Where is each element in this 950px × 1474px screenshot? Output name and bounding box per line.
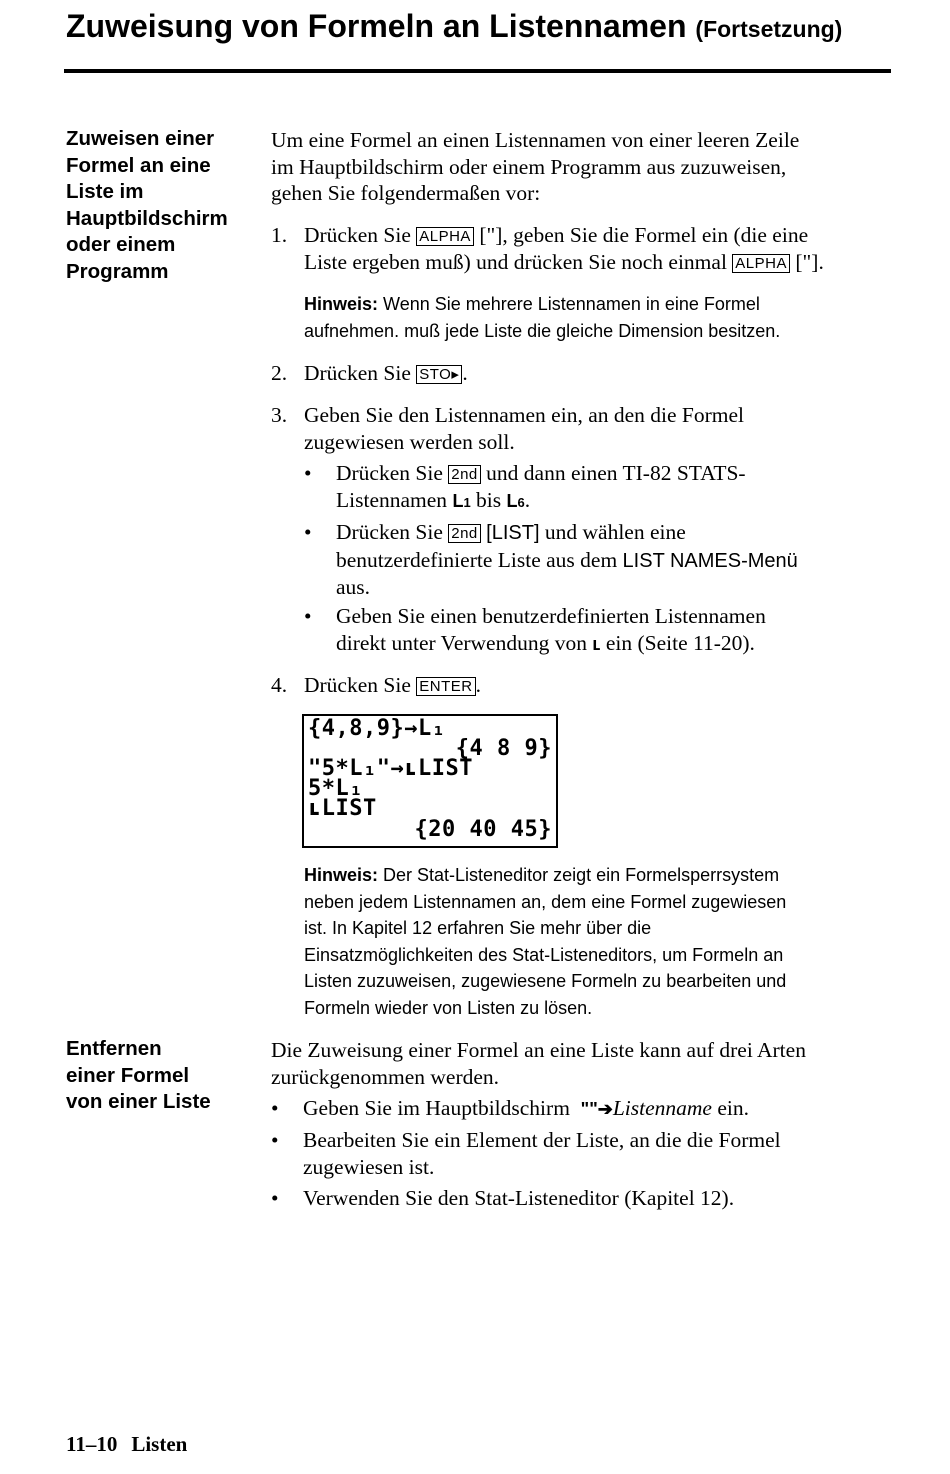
bullet-text: Bearbeiten Sie ein Element der Liste, an die die Formel (303, 1128, 781, 1152)
bullet-text: Verwenden Sie den Stat-Listeneditor (Kapitel 12). (303, 1186, 735, 1210)
bullet-text: Listennamen (336, 487, 448, 512)
bullet-dot: • (271, 1096, 279, 1120)
step-number: 4. (271, 673, 288, 697)
alpha-key: ALPHA (416, 227, 474, 246)
step3-bullet-3 (304, 603, 864, 657)
list-letter: L (452, 490, 464, 511)
bullet-text: und wählen eine (544, 520, 686, 544)
note-text: Wenn Sie mehrere Listennamen in eine Formel (383, 294, 760, 314)
page-footer (66, 1432, 187, 1457)
page-number: 11–10 (66, 1432, 118, 1456)
screen-line: {20 40 45} (414, 817, 552, 842)
heading-line: Hauptbildschirm (66, 206, 228, 230)
chapter-name: Listen (131, 1432, 188, 1456)
enter-key: ENTER (416, 677, 475, 696)
list-name-l1 (452, 491, 470, 511)
note-text: Einsatzmöglichkeiten des Stat-Listeneditors, um Formeln an (304, 944, 784, 965)
list-index: 6 (517, 494, 525, 510)
step-1 (271, 222, 891, 275)
heading-line: Entfernen (66, 1037, 162, 1060)
page-title (66, 8, 842, 45)
bullet-dot: • (304, 461, 312, 485)
step3-bullet-1 (304, 460, 864, 516)
bullet-text: zugewiesen ist. (303, 1154, 435, 1179)
code-snippet: ""➔ (580, 1099, 613, 1119)
heading-line: Zuweisen einer (66, 127, 215, 150)
menu-name: LIST NAMES (622, 549, 742, 572)
step-text: zugewiesen werden soll. (304, 429, 515, 454)
screen-line: {4 8 9} (455, 736, 552, 761)
bullet-text: und dann einen TI-82 STATS- (486, 461, 746, 485)
bullet-text: bis (476, 487, 502, 512)
section1-heading (66, 126, 251, 285)
section1-intro (271, 127, 891, 207)
section2-bullet-2 (271, 1127, 871, 1180)
intro-line: Die Zuweisung einer Formel an eine Liste kann auf drei Arten (271, 1038, 806, 1062)
note-2 (304, 862, 884, 1021)
section2-intro (271, 1037, 891, 1090)
bullet-text: Drücken Sie (336, 461, 443, 485)
intro-line: Um eine Formel an einen Listennamen von einer leeren Zeile (271, 128, 800, 152)
step-3 (271, 402, 891, 455)
list-index: 1 (463, 494, 471, 510)
step-number: 3. (271, 403, 288, 427)
bullet-dot: • (304, 604, 312, 628)
screen-line: {4,8,9}→L₁ (308, 716, 446, 741)
intro-line: gehen Sie folgendermaßen vor: (271, 181, 541, 205)
step3-bullet-2 (304, 519, 864, 601)
step-number: 2. (271, 361, 288, 385)
step-4 (271, 672, 891, 699)
section2-bullet-1 (271, 1095, 871, 1123)
heading-line: Liste im (66, 180, 144, 203)
title-rule (64, 69, 891, 73)
step-2 (271, 360, 891, 387)
note-text: aufnehmen. muß jede Liste die gleiche Dimension besitzen. (304, 320, 781, 341)
list-menu-label: [LIST] (486, 522, 540, 544)
alpha-key: ALPHA (732, 254, 790, 273)
bullet-text: -Menü (741, 549, 798, 572)
note-text: neben jedem Listennamen an, dem eine Formel zugewiesen (304, 891, 787, 912)
second-key: 2nd (448, 465, 481, 484)
step-text: Drücken Sie (304, 361, 411, 385)
screen-line: 5*L₁ (308, 776, 363, 801)
bullet-dot: • (271, 1128, 279, 1152)
title-main: Zuweisung von Formeln an Listennamen (66, 8, 687, 44)
bullet-text: ein. (717, 1096, 749, 1120)
bullet-text: Geben Sie einen benutzerdefinierten Listennamen (336, 604, 766, 628)
step-text: Drücken Sie (304, 673, 411, 697)
bullet-text: Geben Sie im Hauptbildschirm (303, 1096, 570, 1120)
bullet-text: benutzerdefinierte Liste aus dem (336, 547, 618, 572)
list-name-placeholder: Listenname (612, 1096, 712, 1120)
bullet-text: Drücken Sie (336, 520, 443, 544)
step-text: . (475, 673, 481, 697)
step-number: 1. (271, 223, 288, 247)
step-text: ["]. (795, 249, 824, 274)
second-key: 2nd (448, 524, 481, 543)
bullet-text: aus. (336, 575, 371, 599)
bullet-dot: • (304, 520, 312, 544)
heading-line: einer Formel (66, 1063, 190, 1087)
sto-key: STO▸ (416, 365, 462, 384)
note-text: Formeln wieder von Listen zu lösen. (304, 997, 593, 1018)
screen-line: "5*L₁"→ʟLIST (308, 756, 473, 781)
heading-line: von einer Liste (66, 1090, 211, 1113)
heading-line: oder einem (66, 233, 176, 256)
intro-line: im Hauptbildschirm oder einem Programm aus zuzuweisen, (271, 154, 787, 179)
note-1 (304, 291, 884, 344)
bullet-text: . (524, 487, 531, 512)
note-text: ist. In Kapitel 12 erfahren Sie mehr über die (304, 918, 652, 938)
title-continued: (Fortsetzung) (695, 16, 843, 42)
note-label: Hinweis: (304, 294, 379, 314)
note-text: Der Stat-Listeneditor zeigt ein Formelsperrsystem (383, 865, 780, 885)
list-symbol: ʟ (592, 633, 601, 654)
bullet-text: ein (Seite 11-20). (605, 630, 755, 655)
list-letter: L (506, 490, 518, 511)
step-text: . (462, 361, 468, 385)
intro-line: zurückgenommen werden. (271, 1064, 500, 1089)
bullet-dot: • (271, 1186, 279, 1210)
step-text: Drücken Sie (304, 223, 411, 247)
calculator-screen (302, 714, 558, 848)
list-name-l6 (507, 491, 525, 511)
step-text: Liste ergeben muß) und drücken Sie noch einmal (304, 249, 727, 274)
bullet-text: direkt unter Verwendung von (336, 630, 587, 655)
note-label: Hinweis: (304, 865, 379, 885)
step-text: ["], geben Sie die Formel ein (die eine (479, 223, 809, 247)
section2-heading (66, 1036, 251, 1116)
heading-line: Formel an eine (66, 153, 211, 177)
screen-line: ʟLIST (308, 796, 377, 821)
note-text: Listen zuzuweisen, zugewiesene Formeln zu bearbeiten und (304, 971, 787, 991)
heading-line: Programm (66, 259, 169, 283)
step-text: Geben Sie den Listennamen ein, an den die Formel (304, 403, 745, 427)
section2-bullet-3 (271, 1185, 871, 1212)
